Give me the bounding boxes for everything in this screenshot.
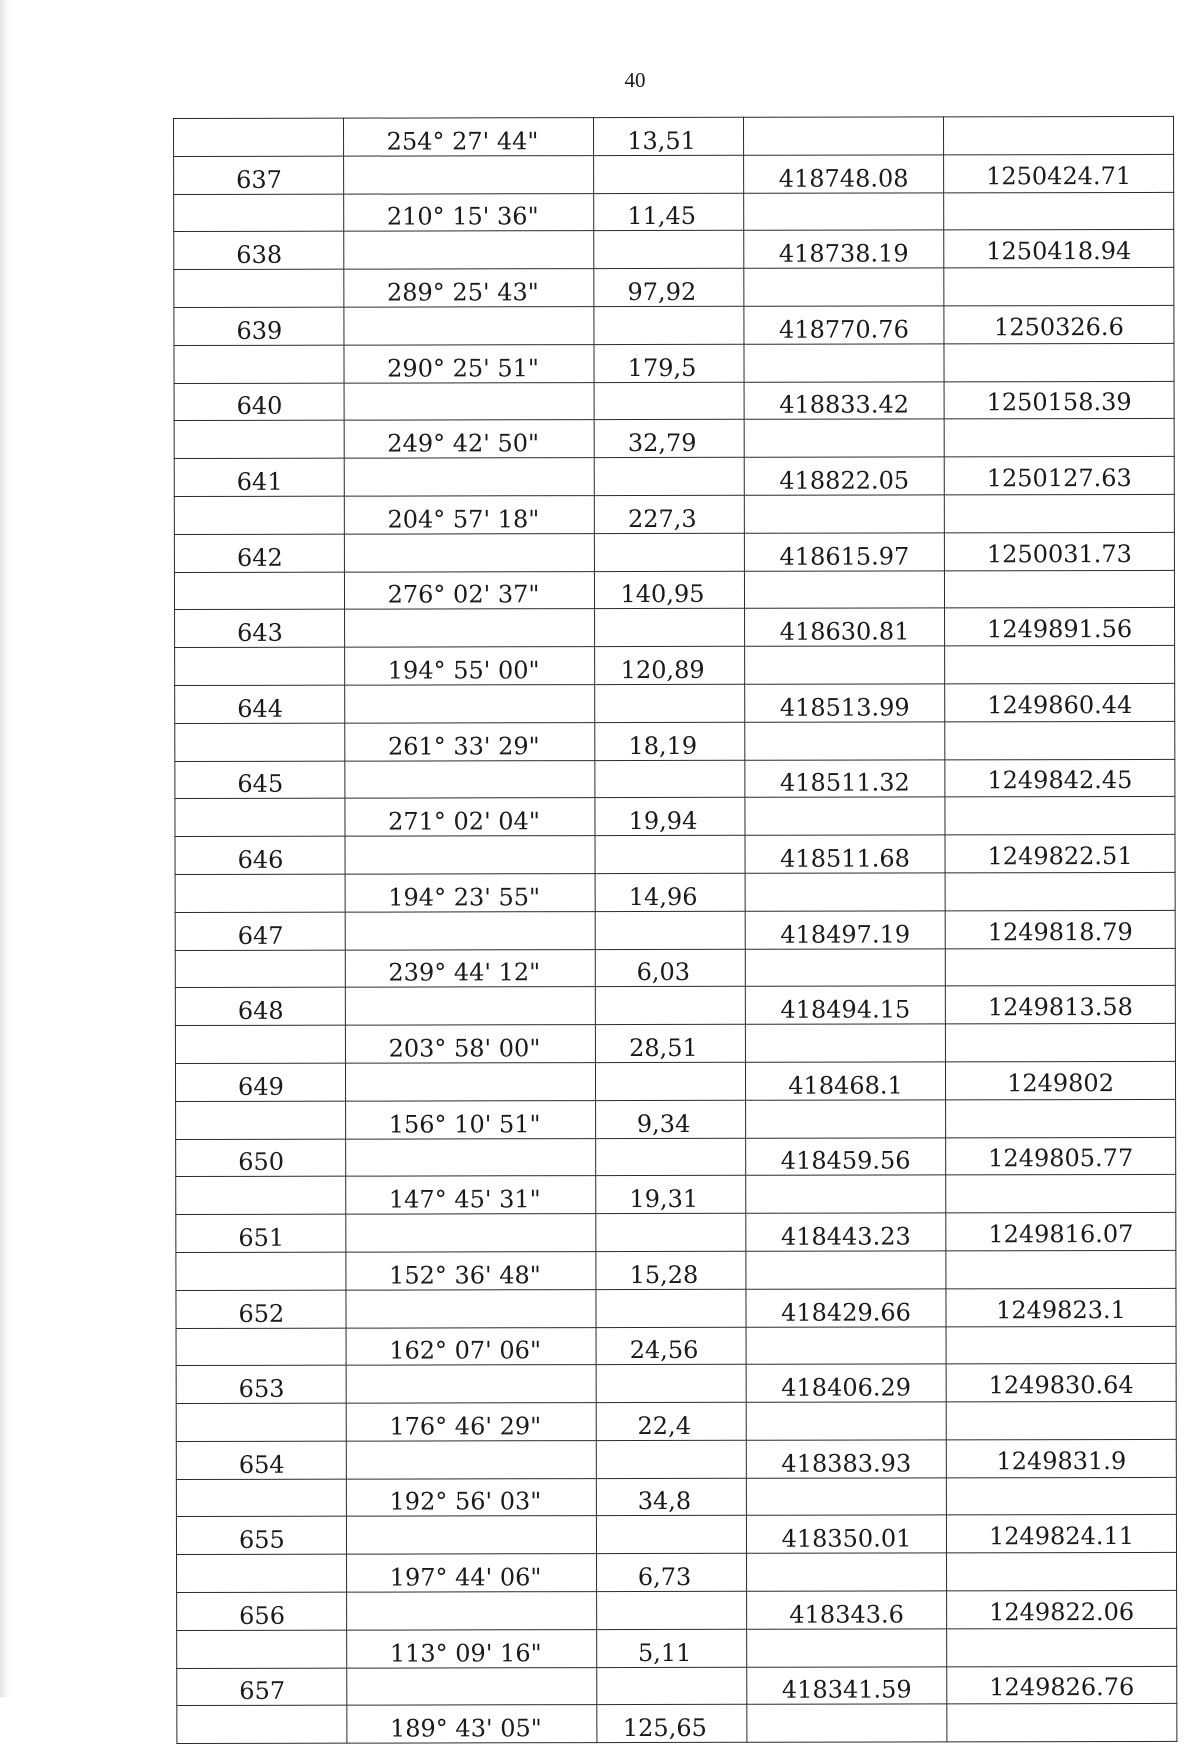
y-coordinate-cell (944, 494, 1174, 532)
bearing-angle-cell (345, 987, 595, 1025)
bearing-angle-cell: 239° 44' 12" (345, 949, 595, 987)
x-coordinate-cell (747, 1629, 947, 1667)
y-coordinate-cell: 1249802 (945, 1061, 1175, 1099)
bearing-angle-cell (346, 1441, 596, 1479)
y-coordinate-cell: 1249822.06 (947, 1590, 1177, 1628)
y-coordinate-cell (946, 1099, 1176, 1137)
distance-cell: 125,65 (597, 1705, 747, 1743)
table-row (175, 910, 1175, 950)
y-coordinate-cell (946, 1326, 1176, 1364)
point-number-cell (176, 1328, 346, 1366)
table-row (177, 1553, 1177, 1593)
x-coordinate-cell (744, 495, 944, 533)
bearing-angle-cell: 147° 45' 31" (346, 1176, 596, 1214)
distance-cell: 32,79 (594, 420, 744, 458)
distance-cell: 9,34 (596, 1100, 746, 1138)
x-coordinate-cell (746, 1100, 946, 1138)
point-number-cell (174, 269, 344, 307)
bearing-angle-cell (345, 836, 595, 874)
bearing-angle-cell: 194° 55' 00" (345, 647, 595, 685)
y-coordinate-cell: 1250424.71 (944, 154, 1174, 192)
point-number-cell (175, 1025, 345, 1063)
table-body (174, 116, 1177, 1743)
point-number-cell: 651 (176, 1214, 346, 1252)
distance-cell (596, 1365, 746, 1403)
bearing-angle-cell: 204° 57' 18" (344, 496, 594, 534)
distance-cell: 140,95 (594, 571, 744, 609)
table-row (176, 1326, 1176, 1366)
point-number-cell: 647 (175, 912, 345, 950)
point-number-cell (176, 1101, 346, 1139)
bearing-angle-cell: 254° 27' 44" (344, 118, 594, 156)
y-coordinate-cell: 1250418.94 (944, 230, 1174, 268)
y-coordinate-cell (943, 116, 1173, 154)
distance-cell (594, 382, 744, 420)
bearing-angle-cell (345, 609, 595, 647)
x-coordinate-cell (746, 1402, 946, 1440)
table-row (176, 1175, 1176, 1215)
bearing-angle-cell (344, 307, 594, 345)
table-row (176, 1515, 1176, 1555)
distance-cell: 24,56 (596, 1327, 746, 1365)
point-number-cell: 641 (174, 458, 344, 496)
y-coordinate-cell (946, 1401, 1176, 1439)
distance-cell (594, 155, 744, 193)
bearing-angle-cell: 189° 43' 05" (347, 1705, 597, 1743)
distance-cell (595, 684, 745, 722)
x-coordinate-cell: 418511.32 (745, 759, 945, 797)
distance-cell: 179,5 (594, 344, 744, 382)
y-coordinate-cell (947, 1628, 1177, 1666)
point-number-cell: 644 (175, 685, 345, 723)
y-coordinate-cell: 1249823.1 (946, 1288, 1176, 1326)
table-row (175, 759, 1175, 799)
bearing-angle-cell: 113° 09' 16" (347, 1629, 597, 1667)
bearing-angle-cell (344, 155, 594, 193)
x-coordinate-cell: 418513.99 (745, 684, 945, 722)
x-coordinate-cell: 418822.05 (744, 457, 944, 495)
x-coordinate-cell: 418383.93 (746, 1440, 946, 1478)
point-number-cell (174, 345, 344, 383)
y-coordinate-cell (945, 1024, 1175, 1062)
bearing-angle-cell (347, 1667, 597, 1705)
distance-cell: 18,19 (595, 722, 745, 760)
x-coordinate-cell (744, 570, 944, 608)
bearing-angle-cell (345, 911, 595, 949)
y-coordinate-cell (945, 646, 1175, 684)
point-number-cell (174, 194, 344, 232)
bearing-angle-cell: 197° 44' 06" (347, 1554, 597, 1592)
y-coordinate-cell: 1249842.45 (945, 759, 1175, 797)
distance-cell: 6,73 (597, 1554, 747, 1592)
x-coordinate-cell: 418497.19 (745, 911, 945, 949)
y-coordinate-cell: 1249816.07 (946, 1213, 1176, 1251)
bearing-angle-cell: 249° 42' 50" (344, 420, 594, 458)
bearing-angle-cell (346, 1365, 596, 1403)
y-coordinate-cell (945, 948, 1175, 986)
x-coordinate-cell: 418770.76 (744, 306, 944, 344)
x-coordinate-cell: 418341.59 (747, 1667, 947, 1705)
table-row (176, 1288, 1176, 1328)
point-number-cell (175, 874, 345, 912)
table-row (175, 797, 1175, 837)
point-number-cell (177, 1706, 347, 1744)
bearing-angle-cell (344, 533, 594, 571)
point-number-cell: 643 (175, 610, 345, 648)
y-coordinate-cell: 1249831.9 (946, 1439, 1176, 1477)
distance-cell (594, 533, 744, 571)
x-coordinate-cell: 418350.01 (746, 1515, 946, 1553)
table-row (177, 1628, 1177, 1668)
table-row (174, 305, 1174, 345)
distance-cell (596, 1213, 746, 1251)
distance-cell: 15,28 (596, 1251, 746, 1289)
point-number-cell (177, 1630, 347, 1668)
table-row (175, 646, 1175, 686)
table-row (175, 872, 1175, 912)
y-coordinate-cell (947, 1704, 1177, 1742)
x-coordinate-cell: 418343.6 (747, 1591, 947, 1629)
x-coordinate-cell: 418833.42 (744, 381, 944, 419)
table-row (174, 381, 1174, 421)
distance-cell: 34,8 (596, 1478, 746, 1516)
x-coordinate-cell (745, 1024, 945, 1062)
distance-cell: 5,11 (597, 1629, 747, 1667)
bearing-angle-cell: 194° 23' 55" (345, 874, 595, 912)
point-number-cell (177, 1554, 347, 1592)
point-number-cell (175, 950, 345, 988)
distance-cell (594, 306, 744, 344)
x-coordinate-cell (744, 192, 944, 230)
y-coordinate-cell: 1250127.63 (944, 457, 1174, 495)
y-coordinate-cell (944, 268, 1174, 306)
x-coordinate-cell: 418615.97 (744, 533, 944, 571)
distance-cell (595, 835, 745, 873)
table-row (175, 1024, 1175, 1064)
point-number-cell (176, 1403, 346, 1441)
y-coordinate-cell: 1249818.79 (945, 910, 1175, 948)
table-row (174, 494, 1174, 534)
y-coordinate-cell (945, 797, 1175, 835)
table-row (177, 1666, 1177, 1706)
y-coordinate-cell (947, 1553, 1177, 1591)
distance-cell (596, 1440, 746, 1478)
x-coordinate-cell (747, 1553, 947, 1591)
distance-cell: 6,03 (595, 949, 745, 987)
bearing-angle-cell: 192° 56' 03" (346, 1478, 596, 1516)
point-number-cell (175, 798, 345, 836)
bearing-angle-cell: 152° 36' 48" (346, 1252, 596, 1290)
table-row (174, 192, 1174, 232)
distance-cell (595, 911, 745, 949)
y-coordinate-cell (944, 343, 1174, 381)
y-coordinate-cell (944, 570, 1174, 608)
bearing-angle-cell (345, 760, 595, 798)
point-number-cell: 657 (177, 1668, 347, 1706)
x-coordinate-cell (744, 268, 944, 306)
point-number-cell: 637 (174, 156, 344, 194)
x-coordinate-cell (745, 948, 945, 986)
x-coordinate-cell: 418429.66 (746, 1289, 946, 1327)
x-coordinate-cell (745, 646, 945, 684)
x-coordinate-cell: 418443.23 (746, 1213, 946, 1251)
distance-cell (594, 231, 744, 269)
y-coordinate-cell (946, 1250, 1176, 1288)
distance-cell (597, 1591, 747, 1629)
x-coordinate-cell: 418459.56 (746, 1137, 946, 1175)
bearing-angle-cell: 289° 25' 43" (344, 269, 594, 307)
bearing-angle-cell (344, 231, 594, 269)
table-row (176, 1250, 1176, 1290)
x-coordinate-cell (746, 1175, 946, 1213)
bearing-angle-cell: 271° 02' 04" (345, 798, 595, 836)
point-number-cell: 653 (176, 1365, 346, 1403)
table-row (176, 1213, 1176, 1253)
bearing-angle-cell (344, 382, 594, 420)
x-coordinate-cell (743, 117, 943, 155)
table-row (176, 1364, 1176, 1404)
table-row (175, 986, 1175, 1026)
x-coordinate-cell (745, 873, 945, 911)
table-row (174, 268, 1174, 308)
point-number-cell: 640 (174, 383, 344, 421)
distance-cell (595, 1062, 745, 1100)
distance-cell: 227,3 (594, 495, 744, 533)
table-row (174, 532, 1174, 572)
table-row (176, 1099, 1176, 1139)
table-row (174, 570, 1174, 610)
point-number-cell: 654 (176, 1441, 346, 1479)
y-coordinate-cell (946, 1477, 1176, 1515)
table-row (176, 1401, 1176, 1441)
y-coordinate-cell: 1250326.6 (944, 305, 1174, 343)
distance-cell: 97,92 (594, 268, 744, 306)
table-row (174, 419, 1174, 459)
bearing-angle-cell: 176° 46' 29" (346, 1403, 596, 1441)
bearing-angle-cell (344, 458, 594, 496)
bearing-angle-cell: 156° 10' 51" (346, 1100, 596, 1138)
table-row (175, 608, 1175, 648)
page-number: 40 (624, 68, 646, 92)
table-row (174, 116, 1174, 156)
y-coordinate-cell: 1249826.76 (947, 1666, 1177, 1704)
point-number-cell: 649 (175, 1063, 345, 1101)
bearing-angle-cell: 261° 33' 29" (345, 722, 595, 760)
y-coordinate-cell: 1249805.77 (946, 1137, 1176, 1175)
bearing-angle-cell: 276° 02' 37" (344, 571, 594, 609)
point-number-cell (176, 1252, 346, 1290)
bearing-angle-cell (346, 1516, 596, 1554)
x-coordinate-cell (747, 1704, 947, 1742)
table-row (175, 683, 1175, 723)
y-coordinate-cell (944, 419, 1174, 457)
table-row (176, 1137, 1176, 1177)
point-number-cell: 638 (174, 232, 344, 270)
y-coordinate-cell: 1249813.58 (945, 986, 1175, 1024)
x-coordinate-cell (746, 1326, 946, 1364)
distance-cell: 11,45 (594, 193, 744, 231)
x-coordinate-cell (745, 722, 945, 760)
table-row (174, 230, 1174, 270)
y-coordinate-cell: 1250031.73 (944, 532, 1174, 570)
bearing-angle-cell (346, 1214, 596, 1252)
coordinates-table (173, 116, 1177, 1744)
table-row (174, 457, 1174, 497)
x-coordinate-cell (746, 1478, 946, 1516)
distance-cell (595, 987, 745, 1025)
distance-cell (596, 1516, 746, 1554)
point-number-cell: 656 (177, 1592, 347, 1630)
table-row (176, 1477, 1176, 1517)
point-number-cell (176, 1479, 346, 1517)
bearing-angle-cell (346, 1138, 596, 1176)
point-number-cell: 652 (176, 1290, 346, 1328)
point-number-cell (175, 647, 345, 685)
y-coordinate-cell (946, 1175, 1176, 1213)
bearing-angle-cell: 203° 58' 00" (345, 1025, 595, 1063)
distance-cell: 13,51 (594, 117, 744, 155)
point-number-cell (174, 421, 344, 459)
point-number-cell: 648 (175, 987, 345, 1025)
table-row (176, 1439, 1176, 1479)
distance-cell (595, 609, 745, 647)
x-coordinate-cell: 418511.68 (745, 835, 945, 873)
distance-cell: 14,96 (595, 873, 745, 911)
point-number-cell (174, 572, 344, 610)
y-coordinate-cell (944, 192, 1174, 230)
x-coordinate-cell: 418468.1 (745, 1062, 945, 1100)
bearing-angle-cell (346, 1289, 596, 1327)
point-number-cell (174, 496, 344, 534)
x-coordinate-cell (744, 419, 944, 457)
table-row (174, 343, 1174, 383)
y-coordinate-cell: 1249822.51 (945, 835, 1175, 873)
y-coordinate-cell (945, 872, 1175, 910)
point-number-cell: 646 (175, 836, 345, 874)
distance-cell (594, 457, 744, 495)
distance-cell: 22,4 (596, 1402, 746, 1440)
y-coordinate-cell: 1249824.11 (946, 1515, 1176, 1553)
x-coordinate-cell: 418748.08 (744, 155, 944, 193)
table-row (174, 154, 1174, 194)
y-coordinate-cell: 1249830.64 (946, 1364, 1176, 1402)
table-row (175, 948, 1175, 988)
bearing-angle-cell (345, 1063, 595, 1101)
point-number-cell: 645 (175, 761, 345, 799)
bearing-angle-cell: 290° 25' 51" (344, 344, 594, 382)
y-coordinate-cell: 1250158.39 (944, 381, 1174, 419)
distance-cell: 28,51 (595, 1024, 745, 1062)
bearing-angle-cell: 162° 07' 06" (346, 1327, 596, 1365)
distance-cell (596, 1289, 746, 1327)
bearing-angle-cell (345, 685, 595, 723)
bearing-angle-cell (347, 1592, 597, 1630)
y-coordinate-cell (945, 721, 1175, 759)
point-number-cell (175, 723, 345, 761)
point-number-cell: 639 (174, 307, 344, 345)
y-coordinate-cell: 1249860.44 (945, 683, 1175, 721)
distance-cell: 19,94 (595, 798, 745, 836)
point-number-cell: 642 (174, 534, 344, 572)
x-coordinate-cell: 418406.29 (746, 1364, 946, 1402)
distance-cell: 19,31 (596, 1176, 746, 1214)
x-coordinate-cell: 418494.15 (745, 986, 945, 1024)
x-coordinate-cell (746, 1251, 946, 1289)
point-number-cell: 650 (176, 1139, 346, 1177)
bearing-angle-cell: 210° 15' 36" (344, 193, 594, 231)
table-row (177, 1590, 1177, 1630)
point-number-cell (176, 1176, 346, 1214)
point-number-cell: 655 (176, 1517, 346, 1555)
x-coordinate-cell (745, 797, 945, 835)
table-row (177, 1704, 1177, 1744)
x-coordinate-cell (744, 344, 944, 382)
table-row (175, 835, 1175, 875)
x-coordinate-cell: 418630.81 (745, 608, 945, 646)
x-coordinate-cell: 418738.19 (744, 230, 944, 268)
distance-cell: 120,89 (595, 646, 745, 684)
distance-cell (596, 1138, 746, 1176)
distance-cell (595, 760, 745, 798)
distance-cell (597, 1667, 747, 1705)
scan-edge-shadow (0, 0, 10, 1697)
y-coordinate-cell: 1249891.56 (945, 608, 1175, 646)
table-row (175, 721, 1175, 761)
table-row (175, 1061, 1175, 1101)
point-number-cell (174, 118, 344, 156)
